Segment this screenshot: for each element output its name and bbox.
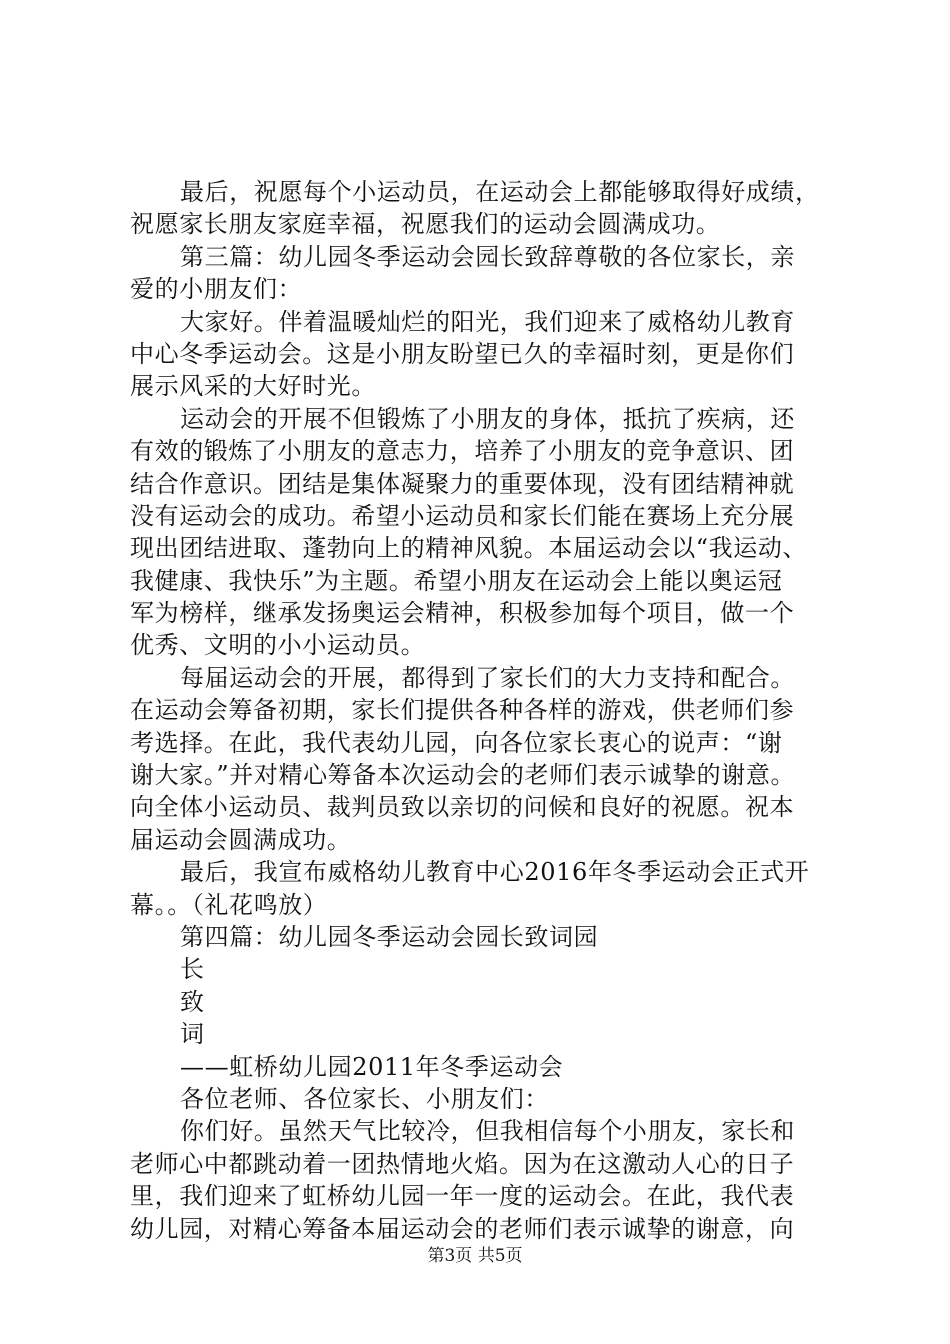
text-line: 里，我们迎来了虹桥幼儿园一年一度的运动会。在此，我代表 <box>130 1182 795 1211</box>
text-line: 第三篇：幼儿园冬季运动会园长致辞尊敬的各位家长，亲 <box>180 242 795 271</box>
text-line: ——虹桥幼儿园2011年冬季运动会 <box>180 1052 564 1081</box>
text-line: 第四篇：幼儿园冬季运动会园长致词园 <box>180 922 599 951</box>
text-line: 祝愿家长朋友家庭幸福，祝愿我们的运动会圆满成功。 <box>130 210 721 239</box>
text-line: 每届运动会的开展，都得到了家长们的大力支持和配合。 <box>180 663 795 692</box>
text-line: 在运动会筹备初期，家长们提供各种各样的游戏，供老师们参 <box>130 696 795 725</box>
text-line: 有效的锻炼了小朋友的意志力，培养了小朋友的竞争意识、团 <box>130 437 795 466</box>
text-line: 老师心中都跳动着一团热情地火焰。因为在这激动人心的日子 <box>130 1149 795 1178</box>
text-line: 向全体小运动员、裁判员致以亲切的问候和良好的祝愿。祝本 <box>130 793 795 822</box>
text-line: 中心冬季运动会。这是小朋友盼望已久的幸福时刻，更是你们 <box>130 339 795 368</box>
text-line: 军为榜样，继承发扬奥运会精神，积极参加每个项目，做一个 <box>130 599 795 628</box>
text-line: 谢大家。”并对精心筹备本次运动会的老师们表示诚挚的谢意。 <box>130 761 796 790</box>
text-line: 词 <box>180 1020 205 1049</box>
text-line: 致 <box>180 987 205 1016</box>
text-line: 结合作意识。团结是集体凝聚力的重要体现，没有团结精神就 <box>130 469 795 498</box>
text-line: 各位老师、各位家长、小朋友们： <box>180 1084 549 1113</box>
text-line: 幕。。（礼花鸣放） <box>130 890 328 919</box>
text-line: 最后，祝愿每个小运动员，在运动会上都能够取得好成绩， <box>180 178 820 206</box>
text-line: 我健康、我快乐”为主题。希望小朋友在运动会上能以奥运冠 <box>130 566 783 595</box>
document-body <box>130 176 830 1245</box>
text-line: 展示风采的大好时光。 <box>130 372 376 401</box>
text-line: 幼儿园，对精心筹备本届运动会的老师们表示诚挚的谢意，向 <box>130 1214 795 1243</box>
text-line: 最后，我宣布威格幼儿教育中心2016年冬季运动会正式开 <box>180 858 810 887</box>
text-line: 考选择。在此，我代表幼儿园，向各位家长衷心的说声：“谢 <box>130 728 783 757</box>
text-line: 运动会的开展不但锻炼了小朋友的身体，抵抗了疾病，还 <box>180 404 795 433</box>
text-line: 届运动会圆满成功。 <box>130 825 352 854</box>
text-line: 优秀、文明的小小运动员。 <box>130 631 426 660</box>
text-line: 没有运动会的成功。希望小运动员和家长们能在赛场上充分展 <box>130 501 795 530</box>
page-footer: 第3页 共5页 <box>427 1246 523 1266</box>
text-line: 大家好。伴着温暖灿烂的阳光，我们迎来了威格幼儿教育 <box>180 307 795 336</box>
text-line: 现出团结进取、蓬勃向上的精神风貌。本届运动会以“我运动、 <box>130 534 808 563</box>
text-line: 爱的小朋友们： <box>130 275 303 304</box>
text-line: 你们好。虽然天气比较冷，但我相信每个小朋友，家长和 <box>180 1117 795 1146</box>
text-line: 长 <box>180 955 205 984</box>
